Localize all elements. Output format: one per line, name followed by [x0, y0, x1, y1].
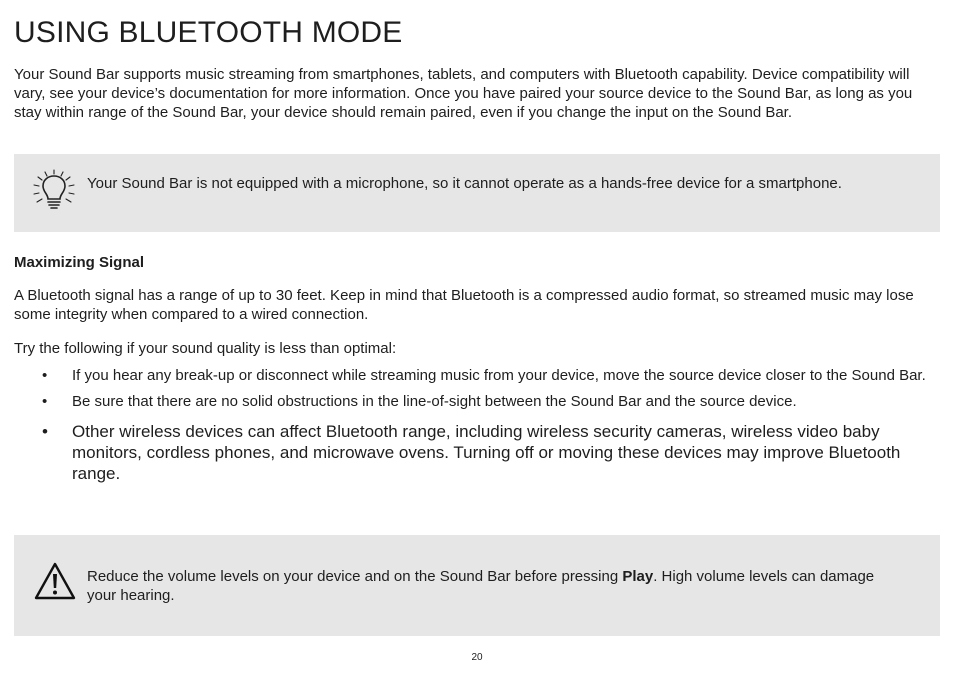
bullet-marker: • — [42, 393, 48, 410]
play-button-label: Play — [622, 568, 654, 585]
tips-intro-paragraph: Try the following if your sound quality is less than optimal: — [14, 340, 397, 357]
list-item-text: Other wireless devices can affect Bluetooth range, including wireless security cameras, wireless video baby monitors, cordless phones, and microwave ovens. Turning off or moving these devices may improve Bluetooth range. — [72, 422, 901, 483]
section-heading: Maximizing Signal — [14, 254, 145, 271]
warning-note-text — [87, 567, 887, 605]
warning-note-box — [14, 535, 940, 636]
lightbulb-icon — [32, 168, 76, 212]
bullet-marker: • — [42, 422, 48, 441]
tips-list — [14, 366, 940, 491]
warning-text-end: . High volume levels can damage your hearing. — [87, 568, 875, 605]
signal-range-paragraph: A Bluetooth signal has a range of up to 30 feet. Keep in mind that Bluetooth is a compressed audio format, so streamed music may lose some integrity when compared to a wired connection. — [14, 287, 914, 324]
tip-note-box — [14, 154, 940, 232]
list-item — [14, 421, 940, 484]
list-item-text: Be sure that there are no solid obstructions in the line-of-sight between the Sound Bar and the source device. — [72, 393, 797, 410]
list-item — [14, 366, 940, 385]
bullet-marker: • — [42, 367, 48, 384]
page-title: USING BLUETOOTH MODE — [14, 16, 403, 49]
list-item — [14, 392, 940, 411]
manual-page — [14, 0, 940, 673]
intro-paragraph: Your Sound Bar supports music streaming from smartphones, tablets, and computers with Bluetooth capability. Device compatibility will vary, see your device’s documentation for more information. Once you have paired your source device to the Sound Bar, as long as you stay within range of the Sound Bar, your device should remain paired, even if you change the input on the Sound Bar. — [14, 66, 913, 122]
tip-note-text: Your Sound Bar is not equipped with a microphone, so it cannot operate as a hands-free device for a smartphone. — [87, 175, 842, 192]
warning-text-start: Reduce the volume levels on your device and on the Sound Bar before pressing — [87, 568, 623, 585]
list-item-text: If you hear any break-up or disconnect while streaming music from your device, move the source device closer to the Sound Bar. — [72, 367, 926, 384]
warning-triangle-icon — [33, 561, 77, 601]
page-number: 20 — [471, 652, 483, 663]
